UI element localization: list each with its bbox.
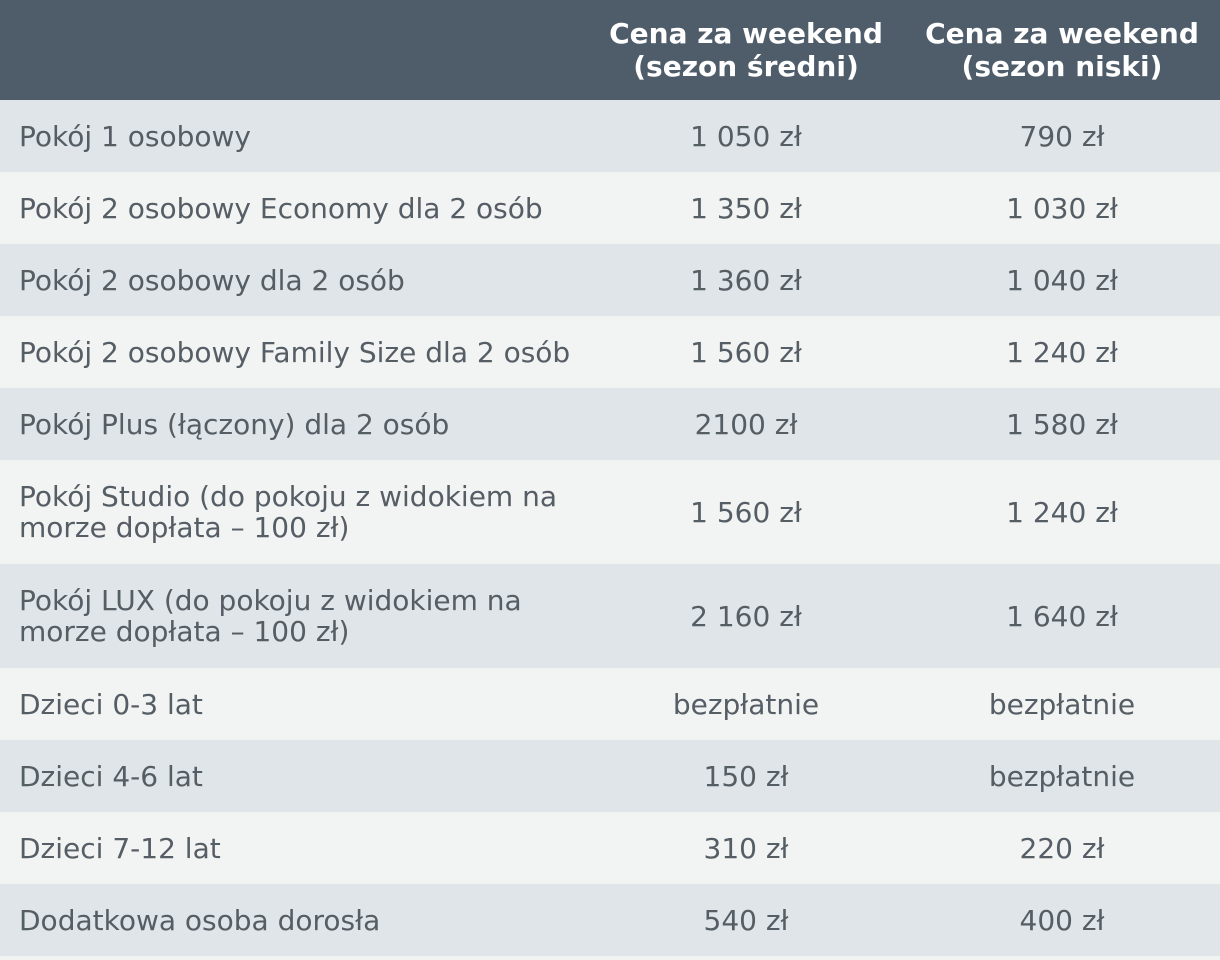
room-name-cell: Pokój Studio (do pokoju z widokiem na morze dopłata – 100 zł)	[0, 460, 588, 564]
price-low-season-cell: 1 040 zł	[904, 244, 1220, 316]
table-row	[0, 172, 1220, 244]
table-row	[0, 388, 1220, 460]
room-name-cell: Dzieci 0-3 lat	[0, 668, 588, 740]
price-mid-season-cell: 1 360 zł	[588, 244, 904, 316]
table-row	[0, 812, 1220, 884]
header-price-mid-season-line2: (sezon średni)	[633, 50, 859, 83]
room-name-cell: Pokój 2 osobowy Family Size dla 2 osób	[0, 316, 588, 388]
price-mid-season-cell: 1 560 zł	[588, 316, 904, 388]
price-mid-season-cell: bezpłatnie	[588, 668, 904, 740]
header-price-low-season-line2: (sezon niski)	[961, 50, 1163, 83]
price-low-season-cell: 1 640 zł	[904, 564, 1220, 668]
room-name-cell: Pokój 2 osobowy Economy dla 2 osób	[0, 172, 588, 244]
header-price-mid-season	[588, 0, 904, 100]
price-mid-season-cell: 310 zł	[588, 812, 904, 884]
price-low-season-cell: 1 240 zł	[904, 316, 1220, 388]
price-mid-season-cell: 1 560 zł	[588, 460, 904, 564]
price-mid-season-cell: 150 zł	[588, 740, 904, 812]
price-mid-season-cell: 540 zł	[588, 884, 904, 956]
price-mid-season-cell: 2100 zł	[588, 388, 904, 460]
header-price-low-season-line1: Cena za weekend	[925, 17, 1199, 50]
price-low-season-cell: bezpłatnie	[904, 740, 1220, 812]
table-row	[0, 100, 1220, 172]
price-mid-season-cell: 1 050 zł	[588, 100, 904, 172]
price-low-season-cell: 1 580 zł	[904, 388, 1220, 460]
header-price-low-season	[904, 0, 1220, 100]
room-name-cell: Dodatkowa osoba dorosła	[0, 884, 588, 956]
price-mid-season-cell: 1 350 zł	[588, 172, 904, 244]
price-low-season-cell: 1 240 zł	[904, 460, 1220, 564]
room-name-cell: Pokój Plus (łączony) dla 2 osób	[0, 388, 588, 460]
table-row	[0, 316, 1220, 388]
table-row	[0, 460, 1220, 564]
table-row	[0, 244, 1220, 316]
price-low-season-cell: bezpłatnie	[904, 668, 1220, 740]
room-name-cell: Pokój 2 osobowy dla 2 osób	[0, 244, 588, 316]
price-mid-season-cell: 2 160 zł	[588, 564, 904, 668]
table-row	[0, 884, 1220, 956]
room-name-cell: Pokój 1 osobowy	[0, 100, 588, 172]
table-row	[0, 564, 1220, 668]
table-header-row	[0, 0, 1220, 100]
room-name-cell: Pokój LUX (do pokoju z widokiem na morze dopłata – 100 zł)	[0, 564, 588, 668]
price-low-season-cell: 220 zł	[904, 812, 1220, 884]
table-row	[0, 668, 1220, 740]
header-price-mid-season-line1: Cena za weekend	[609, 17, 883, 50]
room-name-cell: Dzieci 7-12 lat	[0, 812, 588, 884]
price-low-season-cell: 400 zł	[904, 884, 1220, 956]
room-name-cell: Dzieci 4-6 lat	[0, 740, 588, 812]
table-row	[0, 740, 1220, 812]
price-low-season-cell: 790 zł	[904, 100, 1220, 172]
price-low-season-cell: 1 030 zł	[904, 172, 1220, 244]
header-room-column	[0, 0, 588, 100]
